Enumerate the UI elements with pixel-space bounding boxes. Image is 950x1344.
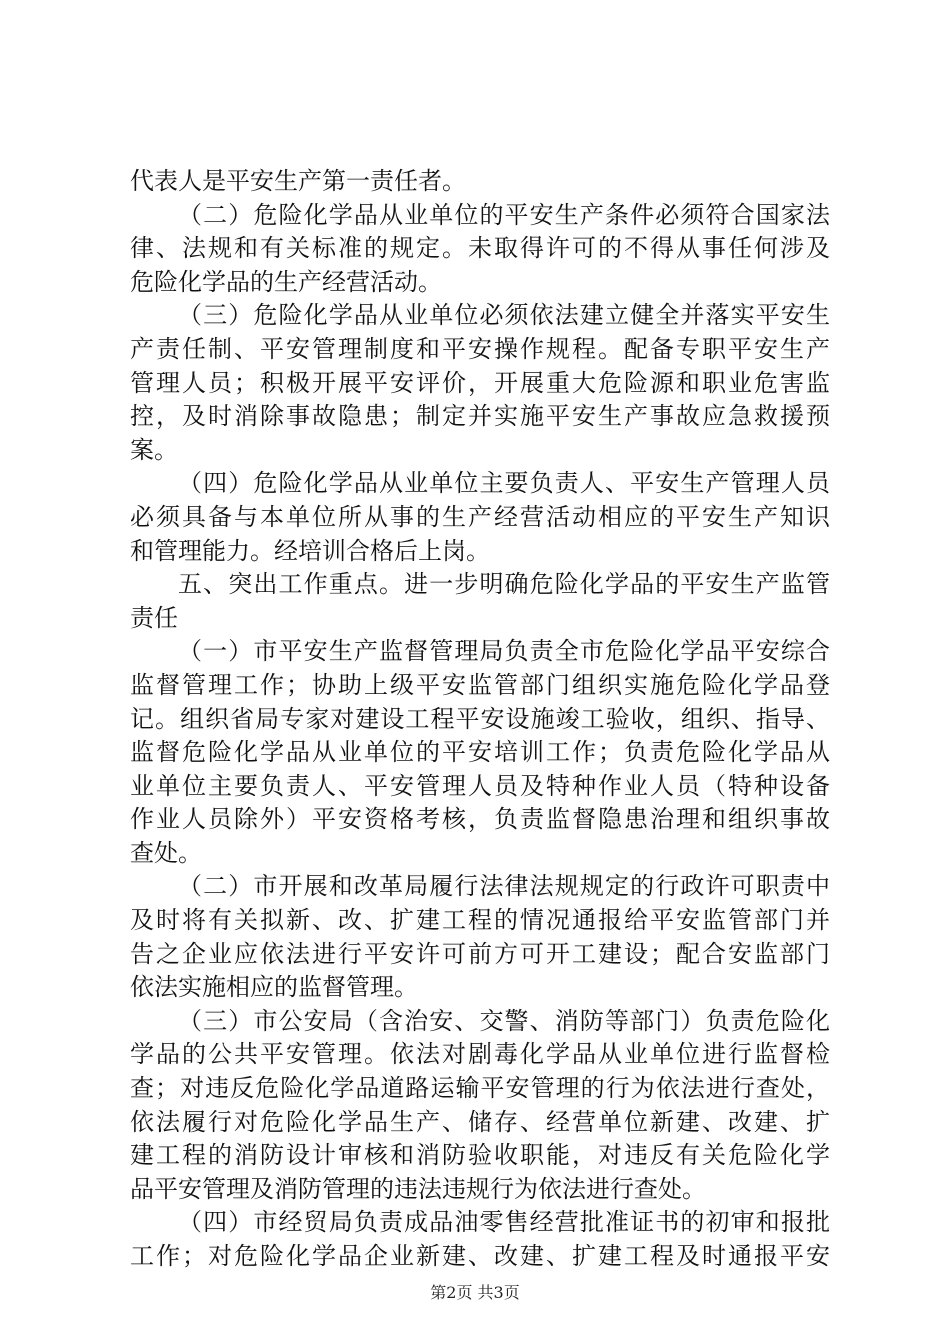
text-line: 学品的公共平安管理。依法对剧毒化学品从业单位进行监督检 <box>130 1040 830 1069</box>
text-line: 产责任制、平安管理制度和平安操作规程。配备专职平安生产 <box>130 334 830 363</box>
text-line: 及时将有关拟新、改、扩建工程的情况通报给平安监管部门并 <box>130 906 830 935</box>
text-line: （一）市平安生产监督管理局负责全市危险化学品平安综合 <box>178 637 830 666</box>
text-line: 记。组织省局专家对建设工程平安设施竣工验收，组织、指导、 <box>130 704 830 733</box>
text-line: 作业人员除外）平安资格考核，负责监督隐患治理和组织事故 <box>130 805 830 834</box>
text-line: 告之企业应依法进行平安许可前方可开工建设；配合安监部门 <box>130 939 830 968</box>
text-line: 代表人是平安生产第一责任者。 <box>130 167 466 195</box>
text-line: （二）市开展和改革局履行法律法规规定的行政许可职责中 <box>178 872 830 901</box>
section-heading-line: 五、突出工作重点。进一步明确危险化学品的平安生产监管 <box>178 570 830 599</box>
text-line: 案。 <box>130 435 178 464</box>
text-line: 建工程的消防设计审核和消防验收职能，对违反有关危险化学 <box>130 1141 830 1170</box>
section-heading-line: 责任 <box>130 603 178 632</box>
text-line: 查；对违反危险化学品道路运输平安管理的行为依法进行查处， <box>130 1074 830 1103</box>
text-line: （二）危险化学品从业单位的平安生产条件必须符合国家法 <box>178 200 830 229</box>
text-line: 监督危险化学品从业单位的平安培训工作；负责危险化学品从 <box>130 738 830 767</box>
document-body <box>130 165 830 1274</box>
text-line: 监督管理工作；协助上级平安监管部门组织实施危险化学品登 <box>130 670 830 699</box>
text-line: 控，及时消除事故隐患；制定并实施平安生产事故应急救援预 <box>130 402 830 431</box>
page-number-footer: 第2页 共3页 <box>430 1283 520 1302</box>
text-line: 律、法规和有关标准的规定。未取得许可的不得从事任何涉及 <box>130 234 830 263</box>
text-line: 查处。 <box>130 838 202 867</box>
text-line: 必须具备与本单位所从事的生产经营活动相应的平安生产知识 <box>130 502 830 531</box>
text-line: 业单位主要负责人、平安管理人员及特种作业人员（特种设备 <box>130 771 830 800</box>
text-line: （三）市公安局（含治安、交警、消防等部门）负责危险化 <box>178 1006 830 1035</box>
text-line: （四）危险化学品从业单位主要负责人、平安生产管理人员 <box>178 469 830 498</box>
text-line: 依法履行对危险化学品生产、储存、经营单位新建、改建、扩 <box>130 1107 830 1136</box>
text-line: （三）危险化学品从业单位必须依法建立健全并落实平安生 <box>178 301 830 330</box>
text-line: 和管理能力。经培训合格后上岗。 <box>130 536 490 565</box>
text-line: 工作；对危险化学品企业新建、改建、扩建工程及时通报平安 <box>130 1242 830 1270</box>
text-line: 品平安管理及消防管理的违法违规行为依法进行查处。 <box>130 1174 706 1203</box>
text-line: 管理人员；积极开展平安评价，开展重大危险源和职业危害监 <box>130 368 830 397</box>
text-line: 危险化学品的生产经营活动。 <box>130 267 442 296</box>
text-line: （四）市经贸局负责成品油零售经营批准证书的初审和报批 <box>178 1208 830 1237</box>
text-line: 依法实施相应的监督管理。 <box>130 973 418 1002</box>
